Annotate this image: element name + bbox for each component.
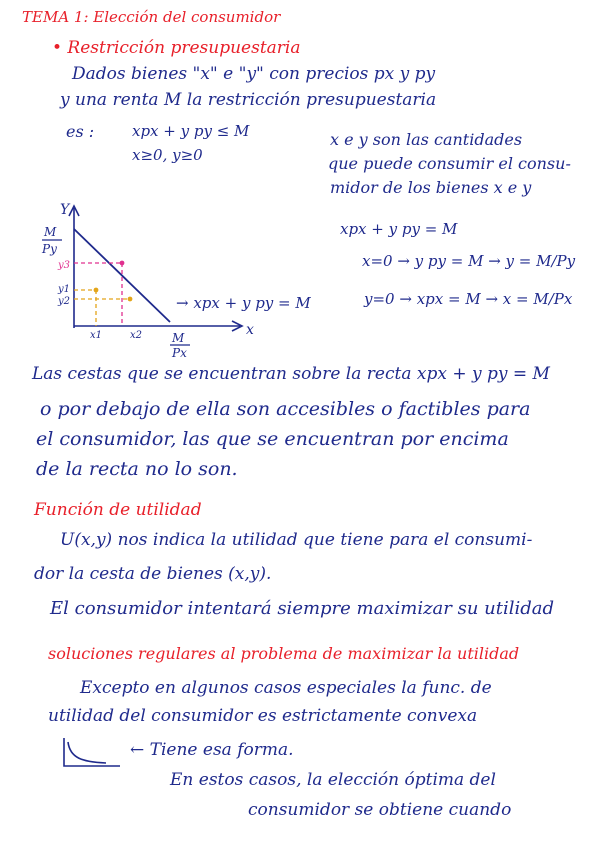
cestas-line-2: o por debajo de ella son accesibles o factibles para (40, 398, 531, 420)
y-intercept-numerator: M (44, 225, 57, 239)
x1-label: x1 (90, 330, 103, 341)
bundle-inside-point (94, 288, 99, 293)
bundle-above-point (120, 261, 125, 266)
tiene-forma: ← Tiene esa forma. (130, 740, 294, 760)
y3-label: y3 (58, 260, 71, 271)
x-axis-label: x (246, 322, 254, 338)
utilidad-line-2: dor la cesta de bienes (x,y). (34, 564, 272, 584)
budget-line-label: → xpx + y py = M (176, 294, 311, 312)
soluciones-line: soluciones regulares al problema de maximizar la utilidad (48, 644, 520, 663)
intro-line-1: Dados bienes "x" e "y" con precios px y py (72, 64, 436, 84)
cestas-line-4: de la recta no lo son. (36, 458, 238, 480)
convex-curve-sketch (58, 736, 124, 772)
cestas-line-1: Las cestas que se encuentran sobre la recta xpx + y py = M (32, 364, 550, 384)
casos-line-2: consumidor se obtiene cuando (248, 800, 512, 820)
x-intercept-numerator: M (172, 331, 185, 345)
section-heading-utilidad: Función de utilidad (34, 500, 202, 520)
note-line-3: midor de los bienes x e y (330, 178, 532, 197)
utilidad-line-1: U(x,y) nos indica la utilidad que tiene para el consumi- (60, 530, 533, 550)
excepto-line-2: utilidad del consumidor es estrictamente convexa (48, 706, 478, 726)
y-intercept-denominator: Py (42, 242, 57, 256)
y2-label: y2 (58, 296, 71, 307)
excepto-line-1: Excepto en algunos casos especiales la func. de (80, 678, 492, 698)
non-negativity: x≥0, y≥0 (132, 146, 203, 164)
cestas-line-3: el consumidor, las que se encuentran por encima (36, 428, 509, 450)
x2-label: x2 (130, 330, 143, 341)
es-label: es : (66, 122, 95, 141)
y1-label: y1 (58, 284, 71, 295)
note-line-2: que puede consumir el consu- (328, 154, 571, 173)
bundle-on-line-point (128, 297, 133, 302)
x-intercept-denominator: Px (172, 346, 187, 360)
maximizar-line: El consumidor intentará siempre maximizar su utilidad (50, 598, 555, 619)
y-axis-label: Y (60, 202, 70, 218)
intro-line-2: y una renta M la restricción presupuestaria (60, 90, 437, 110)
budget-inequality: xpx + y py ≤ M (132, 122, 250, 140)
casos-line-1: En estos casos, la elección óptima del (170, 770, 496, 790)
derivation-y-zero: y=0 → xpx = M → x = M/Px (364, 290, 573, 308)
derivation-x-zero: x=0 → y py = M → y = M/Py (362, 252, 576, 270)
derivation-equation: xpx + y py = M (340, 220, 458, 238)
page-title: TEMA 1: Elección del consumidor (22, 8, 281, 26)
section-heading-restriccion: • Restricción presupuestaria (52, 38, 301, 58)
note-line-1: x e y son las cantidades (330, 130, 523, 149)
